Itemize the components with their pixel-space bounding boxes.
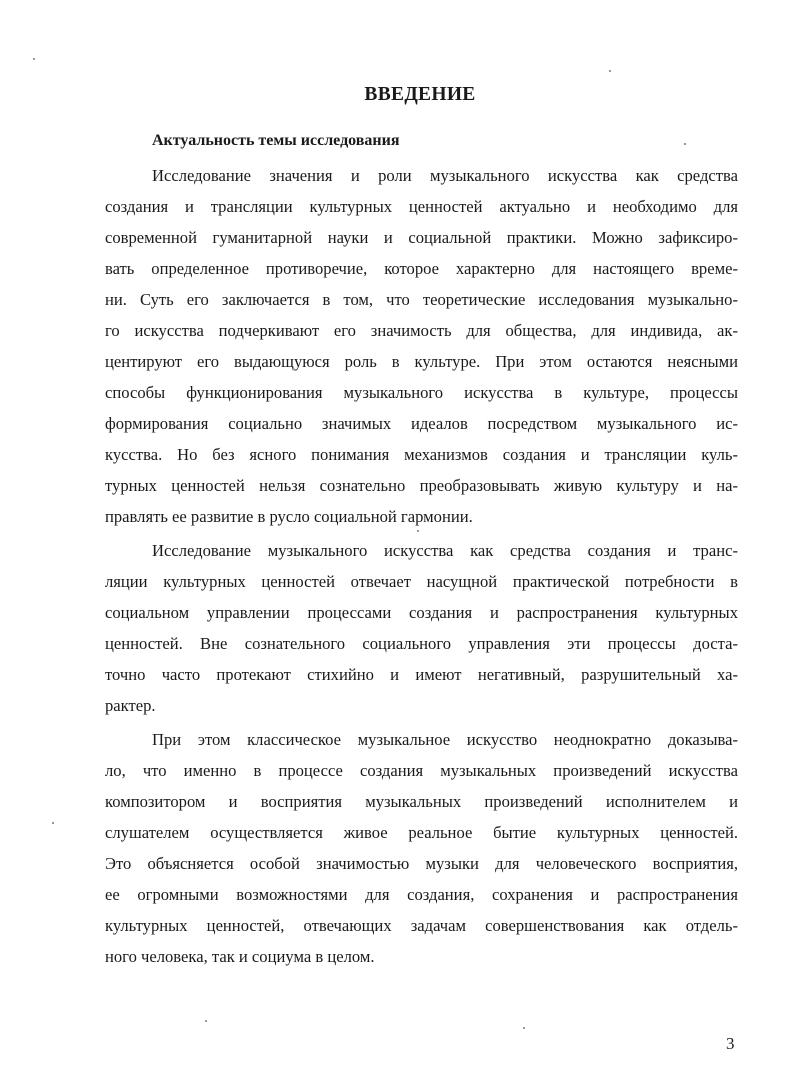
paragraph-3-line-1: При этом классическое музыкальное искусство неоднократно доказыва- bbox=[152, 730, 738, 749]
paragraph-3-line-5: Это объясняется особой значимостью музыки для человеческого восприятия, bbox=[105, 854, 738, 873]
scan-speck bbox=[205, 1020, 207, 1022]
scan-speck bbox=[33, 58, 35, 60]
paragraph-1-line-3: современной гуманитарной науки и социальной практики. Можно зафиксиро- bbox=[105, 228, 738, 247]
scan-speck bbox=[417, 530, 419, 532]
paragraph-1-line-7: центируют его выдающуюся роль в культуре. При этом остаются неясными bbox=[105, 352, 738, 371]
paragraph-1-line-4: вать определенное противоречие, которое характерно для настоящего време- bbox=[105, 259, 738, 278]
paragraph-1-line-9: формирования социально значимых идеалов посредством музыкального ис- bbox=[105, 414, 738, 433]
paragraph-3-line-7: культурных ценностей, отвечающих задачам совершенствования как отдель- bbox=[105, 916, 738, 935]
paragraph-3-line-3: композитором и восприятия музыкальных произведений исполнителем и bbox=[105, 792, 738, 811]
paragraph-2-line-6: рактер. bbox=[105, 696, 156, 715]
paragraph-2-line-3: социальном управлении процессами создания и распространения культурных bbox=[105, 603, 738, 622]
paragraph-1-line-10: кусства. Но без ясного понимания механизмов создания и трансляции куль- bbox=[105, 445, 738, 464]
page-title: ВВЕДЕНИЕ bbox=[364, 84, 476, 105]
section-subtitle: Актуальность темы исследования bbox=[152, 132, 400, 149]
paragraph-1-line-5: ни. Суть его заключается в том, что теоретические исследования музыкально- bbox=[105, 290, 738, 309]
paragraph-3-line-8: ного человека, так и социума в целом. bbox=[105, 947, 375, 966]
scan-speck bbox=[609, 70, 611, 72]
scan-speck bbox=[523, 1027, 525, 1029]
paragraph-2-line-1: Исследование музыкального искусства как средства создания и транс- bbox=[152, 541, 738, 560]
scan-speck bbox=[684, 143, 686, 145]
page-number: 3 bbox=[726, 1034, 735, 1053]
paragraph-1-line-12: правлять ее развитие в русло социальной гармонии. bbox=[105, 507, 473, 526]
scan-speck bbox=[52, 822, 54, 824]
paragraph-1-line-2: создания и трансляции культурных ценностей актуально и необходимо для bbox=[105, 197, 738, 216]
paragraph-1-line-6: го искусства подчеркивают его значимость для общества, для индивида, ак- bbox=[105, 321, 738, 340]
paragraph-1-line-8: способы функционирования музыкального искусства в культуре, процессы bbox=[105, 383, 738, 402]
paragraph-2-line-4: ценностей. Вне сознательного социального управления эти процессы доста- bbox=[105, 634, 738, 653]
paragraph-2-line-2: ляции культурных ценностей отвечает насущной практической потребности в bbox=[105, 572, 738, 591]
paragraph-3-line-6: ее огромными возможностями для создания, сохранения и распространения bbox=[105, 885, 738, 904]
paragraph-1-line-11: турных ценностей нельзя сознательно преобразовывать живую культуру и на- bbox=[105, 476, 738, 495]
paragraph-3-line-2: ло, что именно в процессе создания музыкальных произведений искусства bbox=[105, 761, 738, 780]
paragraph-2-line-5: точно часто протекают стихийно и имеют негативный, разрушительный ха- bbox=[105, 665, 738, 684]
paragraph-3-line-4: слушателем осуществляется живое реальное бытие культурных ценностей. bbox=[105, 823, 738, 842]
paragraph-1-line-1: Исследование значения и роли музыкального искусства как средства bbox=[152, 166, 738, 185]
